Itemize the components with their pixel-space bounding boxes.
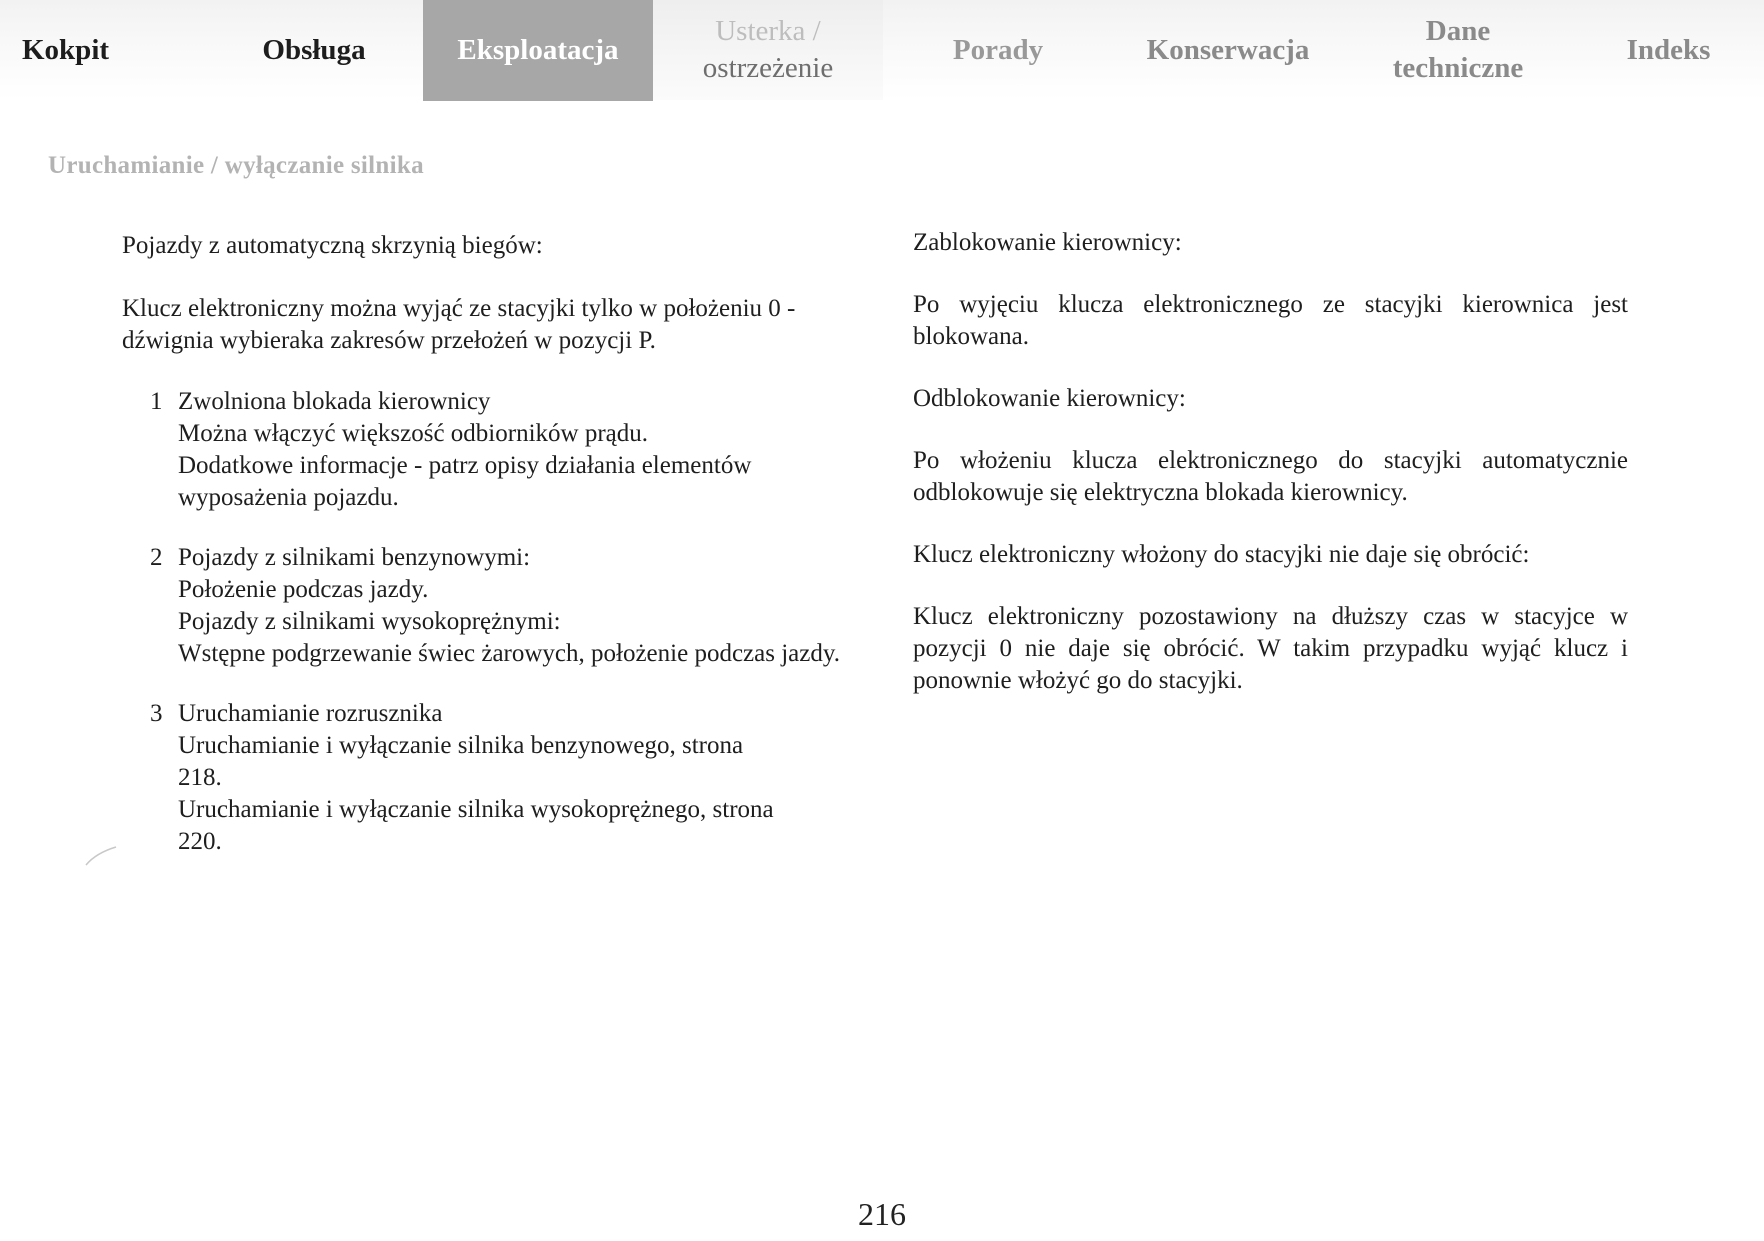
item-line: Można włączyć większość odbiorników prądu. [178,420,648,447]
tab-dane-techniczne[interactable] [1343,0,1573,100]
list-item-1 [122,386,842,514]
steering-unlock-text: Po włożeniu klucza elektronicznego do stacyjki automatycznie odblokowuje się elektryczna blokada kierownicy. [913,447,1628,506]
item-line: Pojazdy z silnikami benzynowymi: [178,544,531,571]
page-number: 216 [858,1196,906,1232]
tab-label: Indeks [1626,33,1711,66]
item-line: Zwolniona blokada kierownicy [178,388,491,415]
key-not-turning-heading: Klucz elektroniczny włożony do stacyjki nie daje się obrócić: [913,541,1530,568]
item-number: 1 [150,388,163,415]
tab-label: Eksploatacja [457,34,619,66]
item-number: 3 [150,700,163,727]
steering-lock-heading: Zablokowanie kierownicy: [913,229,1182,256]
item-line: Pojazdy z silnikami wysokoprężnymi: [178,608,561,635]
left-column [122,230,842,858]
tab-label-line-1: Dane [1425,15,1491,47]
tab-label: Porady [952,33,1044,66]
tab-porady[interactable] [883,0,1113,100]
left-heading: Pojazdy z automatyczną skrzynią biegów: [122,232,543,259]
list-item-2 [122,542,842,670]
chapter-tab-bar [0,0,1764,100]
tab-konserwacja[interactable] [1113,0,1343,100]
tab-label-line-1: Usterka / [715,15,821,47]
tab-usterka-ostrzezenie[interactable] [653,0,883,100]
steering-unlock-heading: Odblokowanie kierownicy: [913,385,1186,412]
key-not-turning-text: Klucz elektroniczny pozostawiony na dłuższy czas w stacyjce w pozycji 0 nie daje się obrócić. W takim przypadku wyjąć klucz i ponownie włożyć go do stacyjki. [913,603,1628,694]
item-line: Uruchamianie rozrusznika [178,700,443,727]
item-number: 2 [150,544,163,571]
steering-lock-text: Po wyjęciu klucza elektronicznego ze stacyjki kierownica jest blokowana. [913,291,1628,350]
item-line: Wstępne podgrzewanie świec żarowych, położenie podczas jazdy. [178,640,840,667]
tab-kokpit[interactable] [0,0,205,100]
item-line: Położenie podczas jazdy. [178,576,429,603]
tab-indeks[interactable] [1573,0,1764,100]
item-line: Uruchamianie i wyłączanie silnika benzynowego, strona 218. [178,732,744,791]
right-column [913,227,1628,697]
tab-label: Obsługa [262,33,366,66]
tab-label-line-2: ostrzeżenie [702,52,834,84]
tab-label: Konserwacja [1146,33,1310,66]
section-title: Uruchamianie / wyłączanie silnika [48,152,424,179]
item-line: Dodatkowe informacje - patrz opisy działania elementów wyposażenia pojazdu. [178,452,752,511]
tab-label-line-2: techniczne [1392,52,1524,84]
left-intro: Klucz elektroniczny można wyjąć ze stacyjki tylko w położeniu 0 - dźwignia wybieraka zakresów przełożeń w pozycji P. [122,295,796,354]
tab-obsluga[interactable] [205,0,423,100]
tab-label: Kokpit [22,33,110,66]
list-item-3 [122,698,842,858]
item-line: Uruchamianie i wyłączanie silnika wysokoprężnego, strona 220. [178,796,774,855]
pencil-mark-icon [84,845,118,867]
tab-eksploatacja[interactable] [423,0,653,101]
